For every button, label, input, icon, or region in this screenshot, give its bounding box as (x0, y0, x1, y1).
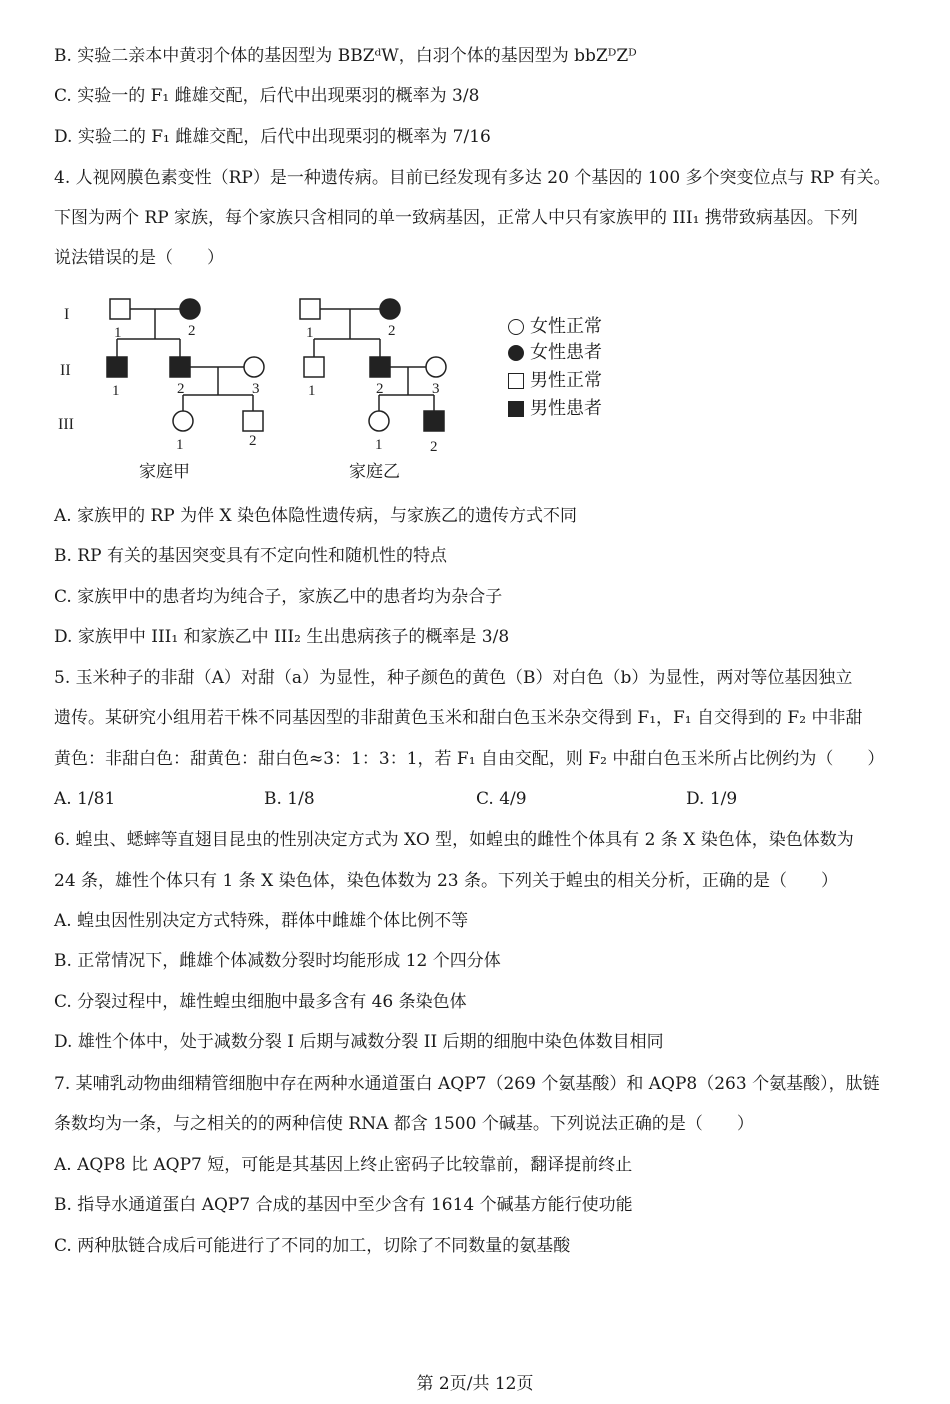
legend-label: 女性正常 (530, 316, 602, 337)
question-4-option-c: C. 家族甲中的患者均为纯合子，家族乙中的患者均为杂合子 (54, 587, 503, 607)
family-a-III1-female-normal (173, 411, 193, 431)
legend-male-normal (508, 370, 602, 392)
individual-number: 2 (249, 433, 257, 449)
question-6-stem-line-2: 24 条，雄性个体只有 1 条 X 染色体，染色体数为 23 条。下列关于蝗虫的相关分析，正确的是（ ） (54, 871, 839, 891)
question-5-stem-line-3: 黄色：非甜白色：甜黄色：甜白色≈3：1：3：1，若 F₁ 自由交配，则 F₂ 中甜白色玉米所占比例约为（ ） (54, 749, 885, 769)
question-7-option-c: C. 两种肽链合成后可能进行了不同的加工，切除了不同数量的氨基酸 (54, 1236, 571, 1256)
question-4-option-b: B. RP 有关的基因突变具有不定向性和随机性的特点 (54, 546, 447, 566)
question-4-option-d: D. 家族甲中 III₁ 和家族乙中 III₂ 生出患病孩子的概率是 3/8 (54, 627, 510, 647)
individual-number: 3 (432, 381, 440, 397)
legend-label: 男性正常 (530, 370, 602, 391)
individual-number: 2 (376, 381, 384, 397)
open-square-icon (508, 373, 524, 389)
legend-female-normal (508, 316, 602, 338)
question-5-stem-line-2: 遗传。某研究小组用若干株不同基因型的非甜黄色玉米和甜白色玉米杂交得到 F₁，F₁ 自交得到的 F₂ 中非甜 (54, 708, 863, 728)
individual-number: 2 (188, 323, 196, 339)
question-3-option-c: C. 实验一的 F₁ 雌雄交配，后代中出现栗羽的概率为 3/8 (54, 86, 480, 106)
open-circle-icon (508, 319, 524, 335)
individual-number: 2 (388, 323, 396, 339)
question-7-stem-line-1: 7. 某哺乳动物曲细精管细胞中存在两种水通道蛋白 AQP7（269 个氨基酸）和 AQP8（263 个氨基酸），肽链 (54, 1074, 880, 1094)
family-b-I2-female-affected (380, 299, 400, 319)
individual-number: 1 (112, 383, 120, 399)
family-a-II2-male-affected (170, 357, 190, 377)
individual-number: 3 (252, 381, 260, 397)
individual-number: 1 (176, 437, 184, 453)
question-3-option-d: D. 实验二的 F₁ 雌雄交配，后代中出现栗羽的概率为 7/16 (54, 127, 491, 147)
family-b-label: 家庭乙 (349, 462, 400, 482)
question-5-option-c: C. 4/9 (476, 789, 527, 809)
family-a-III2-male-normal (243, 411, 263, 431)
family-a-I2-female-affected (180, 299, 200, 319)
individual-number: 1 (306, 325, 314, 341)
question-6-option-b: B. 正常情况下，雌雄个体减数分裂时均能形成 12 个四分体 (54, 951, 501, 971)
question-4-stem-line-1: 4. 人视网膜色素变性（RP）是一种遗传病。目前已经发现有多达 20 个基因的 100 多个突变位点与 RP 有关。 (54, 168, 891, 188)
family-a-label: 家庭甲 (139, 462, 190, 482)
filled-circle-icon (508, 345, 524, 361)
question-7-option-b: B. 指导水通道蛋白 AQP7 合成的基因中至少含有 1614 个碱基方能行使功能 (54, 1195, 633, 1215)
generation-label-I: I (64, 306, 70, 323)
question-4-option-a: A. 家族甲的 RP 为伴 X 染色体隐性遗传病，与家族乙的遗传方式不同 (54, 506, 578, 526)
family-a-I1-male-normal (110, 299, 130, 319)
family-b-III1-female-normal (369, 411, 389, 431)
question-7-option-a: A. AQP8 比 AQP7 短，可能是其基因上终止密码子比较靠前，翻译提前终止 (54, 1155, 633, 1175)
question-5-option-b: B. 1/8 (264, 789, 315, 809)
question-5-option-d: D. 1/9 (686, 789, 738, 809)
question-5-option-a: A. 1/81 (54, 789, 116, 809)
generation-label-III: III (58, 416, 74, 433)
question-5-stem-line-1: 5. 玉米种子的非甜（A）对甜（a）为显性，种子颜色的黄色（B）对白色（b）为显性，两对等位基因独立 (54, 668, 853, 688)
question-3-option-b: B. 实验二亲本中黄羽个体的基因型为 BBZᵈW，白羽个体的基因型为 bbZᴰZᴰ (54, 46, 637, 66)
question-7-stem-line-2: 条数均为一条，与之相关的的两种信使 RNA 都含 1500 个碱基。下列说法正确的是（ ） (54, 1114, 754, 1134)
question-6-option-d: D. 雄性个体中，处于减数分裂 I 后期与减数分裂 II 后期的细胞中染色体数目相同 (54, 1032, 664, 1052)
legend-label: 男性患者 (530, 398, 602, 419)
individual-number: 2 (177, 381, 185, 397)
individual-number: 1 (308, 383, 316, 399)
family-a-II1-male-affected (107, 357, 127, 377)
family-b-I1-male-normal (300, 299, 320, 319)
legend-male-affected (508, 398, 602, 420)
filled-square-icon (508, 401, 524, 417)
question-6-option-c: C. 分裂过程中，雄性蝗虫细胞中最多含有 46 条染色体 (54, 992, 467, 1012)
family-b-II1-male-normal (304, 357, 324, 377)
family-a-II3-female-normal (244, 357, 264, 377)
question-6-stem-line-1: 6. 蝗虫、蟋蟀等直翅目昆虫的性别决定方式为 XO 型，如蝗虫的雌性个体具有 2 条 X 染色体，染色体数为 (54, 830, 854, 850)
family-b-II3-female-normal (426, 357, 446, 377)
page-footer: 第 2页/共 12页 (416, 1374, 534, 1394)
question-4-stem-line-2: 下图为两个 RP 家族，每个家族只含相同的单一致病基因，正常人中只有家族甲的 III₁ 携带致病基因。下列 (54, 208, 858, 228)
individual-number: 1 (375, 437, 383, 453)
family-b-III2-male-affected (424, 411, 444, 431)
question-4-stem-line-3: 说法错误的是（ ） (54, 248, 224, 268)
generation-label-II: II (60, 362, 71, 379)
question-6-option-a: A. 蝗虫因性别决定方式特殊，群体中雌雄个体比例不等 (54, 911, 469, 931)
individual-number: 2 (430, 439, 438, 455)
legend-label: 女性患者 (530, 342, 602, 363)
legend-female-affected (508, 342, 602, 364)
family-b-II2-male-affected (370, 357, 390, 377)
pedigree-figure (0, 285, 500, 495)
individual-number: 1 (114, 325, 122, 341)
